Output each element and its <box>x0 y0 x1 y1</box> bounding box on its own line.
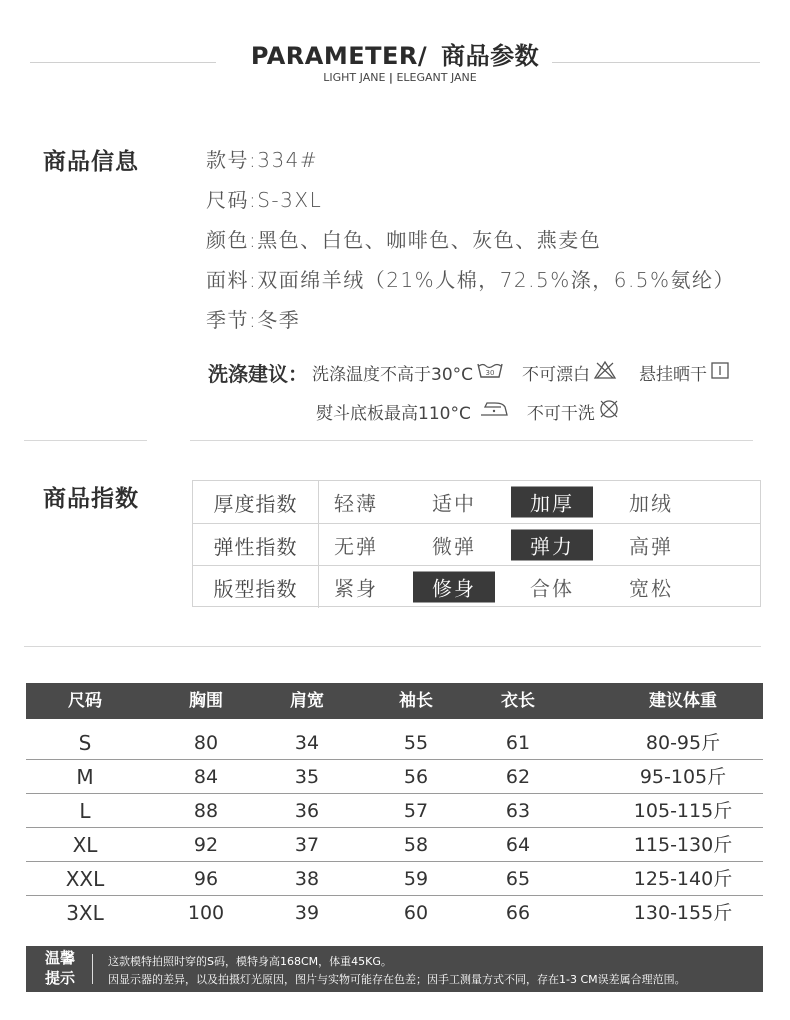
svg-text:30: 30 <box>485 369 495 377</box>
title-cn: 商品参数 <box>441 42 540 70</box>
index-option: 轻薄 <box>334 491 378 516</box>
size-table-row <box>26 862 763 896</box>
index-row-thickness <box>193 481 760 523</box>
size-table-cell: 58 <box>403 834 429 856</box>
size-table-cell: XL <box>72 833 98 857</box>
size-table-cell: 36 <box>294 800 320 822</box>
size-col-shoulder: 肩宽 <box>290 691 324 711</box>
wash-item-iron: 熨斗底板最高110°C <box>316 404 471 424</box>
wash-item-dryclean: 不可干洗 <box>526 404 595 424</box>
size-table-cell: 57 <box>403 800 429 822</box>
size-table-cell: 115-130斤 <box>633 834 733 856</box>
info-size-range: 尺码:S-3XL <box>206 188 323 212</box>
size-table-cell: 55 <box>403 732 429 754</box>
size-table-cell: 92 <box>193 834 219 856</box>
size-table-cell: S <box>78 731 92 755</box>
index-option: 紧身 <box>334 576 378 601</box>
page-subtitle <box>260 71 540 84</box>
info-season: 季节:冬季 <box>206 308 301 332</box>
size-table-cell: 105-115斤 <box>633 800 733 822</box>
size-table-cell: 66 <box>505 902 531 924</box>
size-table-cell: 34 <box>294 732 320 754</box>
wash-advice-row-2 <box>316 398 620 425</box>
tips-separator <box>92 954 93 984</box>
size-table-cell: 61 <box>505 732 531 754</box>
product-index-heading: 商品指数 <box>43 486 139 512</box>
size-table-cell: 37 <box>294 834 320 856</box>
index-option: 高弹 <box>629 534 673 559</box>
size-table-row <box>26 760 763 794</box>
size-table-row <box>26 794 763 828</box>
index-row-label: 版型指数 <box>193 566 319 608</box>
info-colors: 颜色:黑色、白色、咖啡色、灰色、燕麦色 <box>206 228 602 252</box>
no-bleach-icon <box>593 360 617 385</box>
size-table-cell: 84 <box>193 766 219 788</box>
wash-30-icon <box>476 359 504 386</box>
tips-bar <box>26 946 763 992</box>
subtitle-left: LIGHT JANE <box>323 71 386 84</box>
index-row-elasticity <box>193 524 760 566</box>
index-option: 微弹 <box>432 534 476 559</box>
page-title <box>230 36 560 71</box>
index-option: 加绒 <box>629 491 673 516</box>
wash-advice-label: 洗涤建议： <box>208 362 308 386</box>
title-en: PARAMETER/ <box>250 42 428 70</box>
size-table-cell: 64 <box>505 834 531 856</box>
info-fabric: 面料:双面绵羊绒（21%人棉，72.5%涤，6.5%氨纶） <box>206 268 736 292</box>
size-table-cell: 60 <box>403 902 429 924</box>
tips-line-1: 这款模特拍照时穿的S码，模特身高168CM，体重45KG。 <box>108 955 392 968</box>
size-table-cell: 100 <box>187 902 225 924</box>
wash-item-bleach: 不可漂白 <box>522 365 591 385</box>
index-option: 宽松 <box>629 576 673 601</box>
wash-item-temp: 洗涤温度不高于30°C <box>312 365 474 385</box>
no-dryclean-icon <box>598 398 620 425</box>
size-col-chest: 胸围 <box>189 691 223 711</box>
product-info-heading: 商品信息 <box>43 149 139 175</box>
header-rule-left <box>30 62 216 63</box>
index-row-label: 厚度指数 <box>193 481 319 523</box>
tips-label-line-1: 温馨 <box>44 949 75 967</box>
subtitle-right: ELEGANT JANE <box>396 71 477 84</box>
hang-dry-icon <box>710 360 730 385</box>
size-table-cell: 80 <box>193 732 219 754</box>
size-table-cell: 62 <box>505 766 531 788</box>
index-row-fit <box>193 566 760 608</box>
index-option-selected: 加厚 <box>511 487 593 518</box>
tips-label <box>34 948 86 988</box>
size-table-cell: 38 <box>294 868 320 890</box>
size-table-cell: 59 <box>403 868 429 890</box>
size-table-cell: 3XL <box>66 901 104 925</box>
wash-item-hang: 悬挂晒干 <box>639 365 708 385</box>
info-style-number: 款号:334# <box>206 148 319 172</box>
iron-110-icon <box>479 400 509 423</box>
divider-2 <box>24 646 761 647</box>
size-table-cell: 130-155斤 <box>633 902 733 924</box>
size-table-cell: 88 <box>193 800 219 822</box>
size-table-cell: 35 <box>294 766 320 788</box>
product-index-table <box>192 480 761 607</box>
size-col-sleeve: 袖长 <box>399 691 433 711</box>
index-option-selected: 修身 <box>413 572 495 603</box>
wash-advice-row-1 <box>208 358 730 387</box>
index-option-selected: 弹力 <box>511 530 593 561</box>
size-table-cell: M <box>76 765 94 789</box>
size-table-cell: 80-95斤 <box>645 732 721 754</box>
size-table-cell: 95-105斤 <box>639 766 727 788</box>
size-table-cell: 125-140斤 <box>633 868 733 890</box>
index-option: 适中 <box>432 491 476 516</box>
size-table-cell: L <box>79 799 91 823</box>
size-table-cell: 96 <box>193 868 219 890</box>
size-table-row <box>26 896 763 930</box>
size-table-row <box>26 828 763 862</box>
size-table-cell: 63 <box>505 800 531 822</box>
size-table-header <box>26 683 763 719</box>
size-col-size: 尺码 <box>68 691 102 711</box>
index-option: 无弹 <box>334 534 378 559</box>
size-table-cell: 39 <box>294 902 320 924</box>
size-col-weight: 建议体重 <box>649 691 717 711</box>
size-table-cell: 65 <box>505 868 531 890</box>
size-table-cell: 56 <box>403 766 429 788</box>
size-table-row <box>26 726 763 760</box>
divider-right-1 <box>190 440 753 441</box>
divider-left-1 <box>24 440 147 441</box>
size-col-length: 衣长 <box>501 691 535 711</box>
size-table-cell: XXL <box>65 867 105 891</box>
tips-label-line-2: 提示 <box>44 969 75 987</box>
subtitle-separator: | <box>388 71 393 84</box>
index-option: 合体 <box>530 576 574 601</box>
header-rule-right <box>552 62 760 63</box>
index-row-label: 弹性指数 <box>193 524 319 566</box>
tips-line-2: 因显示器的差异，以及拍摄灯光原因，图片与实物可能存在色差；因手工测量方式不同，存在1-3 CM误差属合理范围。 <box>108 973 686 986</box>
